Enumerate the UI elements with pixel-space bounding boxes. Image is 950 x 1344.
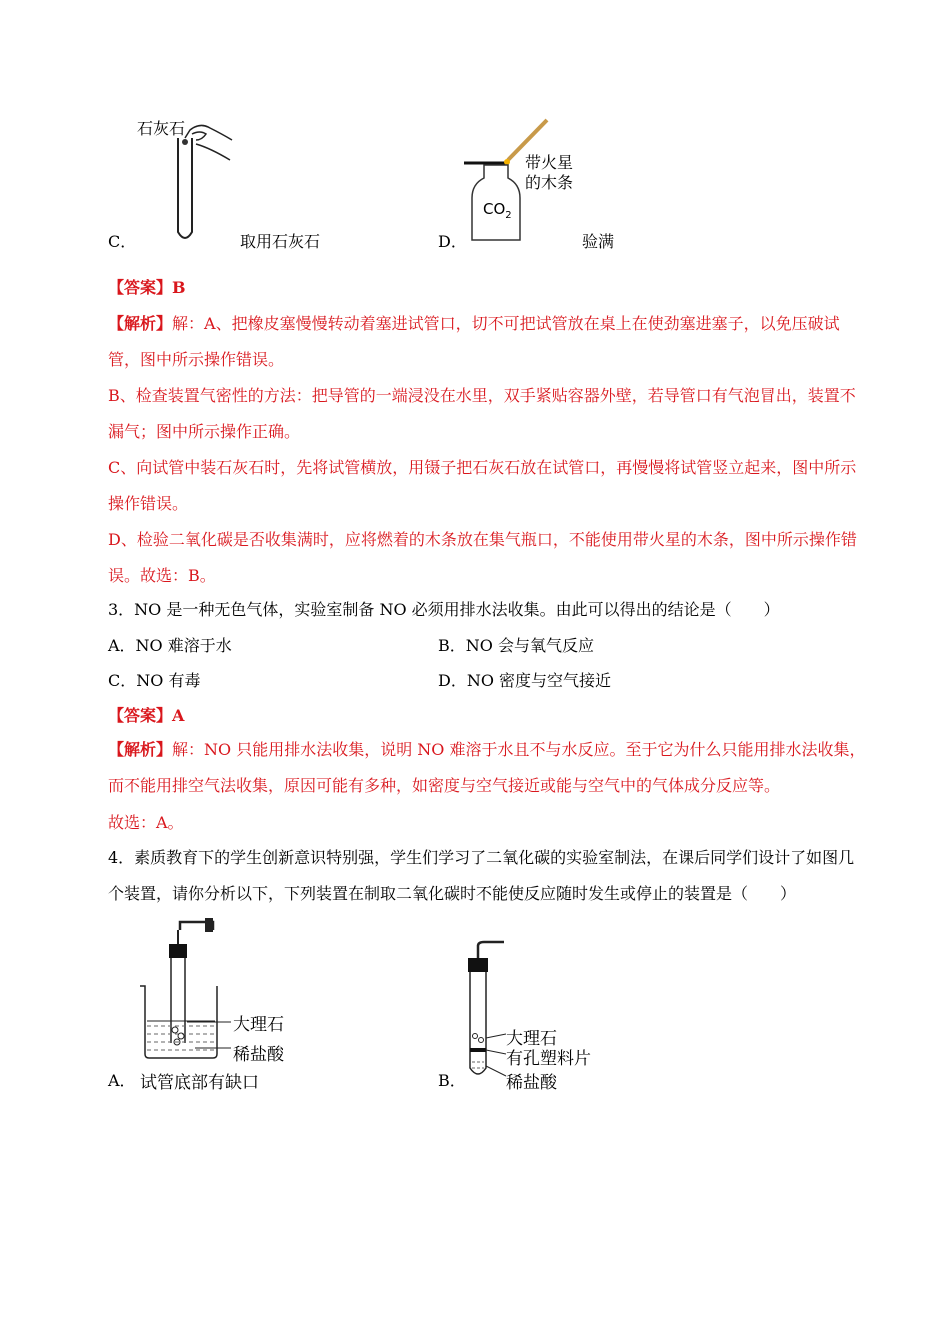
- q4a-acid-label: 稀盐酸: [233, 1045, 284, 1065]
- splint-label-line2: 的木条: [525, 173, 574, 192]
- q4-option-b-letter: B．: [438, 1071, 466, 1090]
- co2-formula-sub: 2: [505, 210, 512, 221]
- q3-option-d: D．NO 密度与空气接近: [438, 671, 612, 690]
- co2-formula-main: CO: [483, 200, 506, 218]
- q3-option-c: C．NO 有毒: [108, 671, 201, 690]
- analysis-a-text: 解：A、把橡皮塞慢慢转动着塞进试管口，切不可把试管放在桌上在使劲塞进塞子，以免压破试管，图中所示操作错误。: [108, 314, 840, 369]
- analysis-tag: 【解析】: [108, 314, 173, 333]
- analysis-text: 解：NO 只能用排水法收集，说明 NO 难溶于水且不与水反应。至于它为什么只能用排水法收集，而不能用排空气法收集，原因可能有多种，如密度与空气接近或能与空气中的气体成分反应等。: [108, 740, 866, 795]
- q4b-plate-label: 有孔塑料片: [506, 1049, 591, 1069]
- analysis-tag: 【解析】: [108, 740, 173, 759]
- q2-analysis-d: D、检验二氧化碳是否收集满时，应将燃着的木条放在集气瓶口，不能使用带火星的木条，图中所示操作错误。故选：B。: [108, 530, 857, 585]
- q4-option-a-letter: A．: [108, 1071, 136, 1090]
- q3-stem: 3．NO 是一种无色气体，实验室制备 NO 必须用排水法收集。由此可以得出的结论是（ ）: [108, 600, 780, 619]
- option-d-letter: D．: [438, 232, 467, 251]
- q4a-caption: 试管底部有缺口: [140, 1073, 259, 1093]
- q4-stem: 4．素质教育下的学生创新意识特别强，学生们学习了二氧化碳的实验室制法，在课后同学们设计了如图几个装置，请你分析以下，下列装置在制取二氧化碳时不能使反应随时发生或停止的装置是（ ）: [108, 848, 855, 903]
- q3-option-b: B．NO 会与氧气反应: [438, 636, 594, 655]
- limestone-label: 石灰石: [137, 119, 186, 138]
- q2-analysis-c: C、向试管中装石灰石时，先将试管横放，用镊子把石灰石放在试管口，再慢慢将试管竖立起来，图中所示操作错误。: [108, 458, 857, 513]
- q4b-marble-label: 大理石: [506, 1029, 557, 1049]
- q2-analysis-a: [108, 306, 866, 378]
- option-c-caption: 取用石灰石: [240, 232, 321, 251]
- answer-value: B: [172, 278, 186, 297]
- beaker-apparatus-illustration: [135, 918, 240, 1063]
- q3-analysis: [108, 732, 866, 804]
- answer-value: A: [172, 706, 185, 725]
- option-c-letter: C．: [108, 232, 137, 251]
- q3-option-a: A．NO 难溶于水: [108, 636, 232, 655]
- q4b-acid-label: 稀盐酸: [506, 1073, 557, 1093]
- answer-tag: 【答案】: [108, 706, 173, 725]
- co2-formula: [483, 200, 512, 221]
- tube-with-plastic-plate-illustration: [462, 936, 512, 1081]
- q3-analysis-end: 故选：A。: [108, 813, 184, 832]
- answer-tag: 【答案】: [108, 278, 173, 297]
- q3-answer: [108, 706, 184, 726]
- splint-label-line1: 带火星: [525, 153, 574, 172]
- q4a-marble-label: 大理石: [233, 1015, 284, 1035]
- q2-analysis-b: B、检查装置气密性的方法：把导管的一端浸没在水里，双手紧贴容器外壁，若导管口有气泡冒出，装置不漏气；图中所示操作正确。: [108, 386, 856, 441]
- option-d-caption: 验满: [582, 232, 615, 251]
- q2-answer: [108, 278, 186, 298]
- test-tube-with-hand-illustration: [170, 120, 250, 245]
